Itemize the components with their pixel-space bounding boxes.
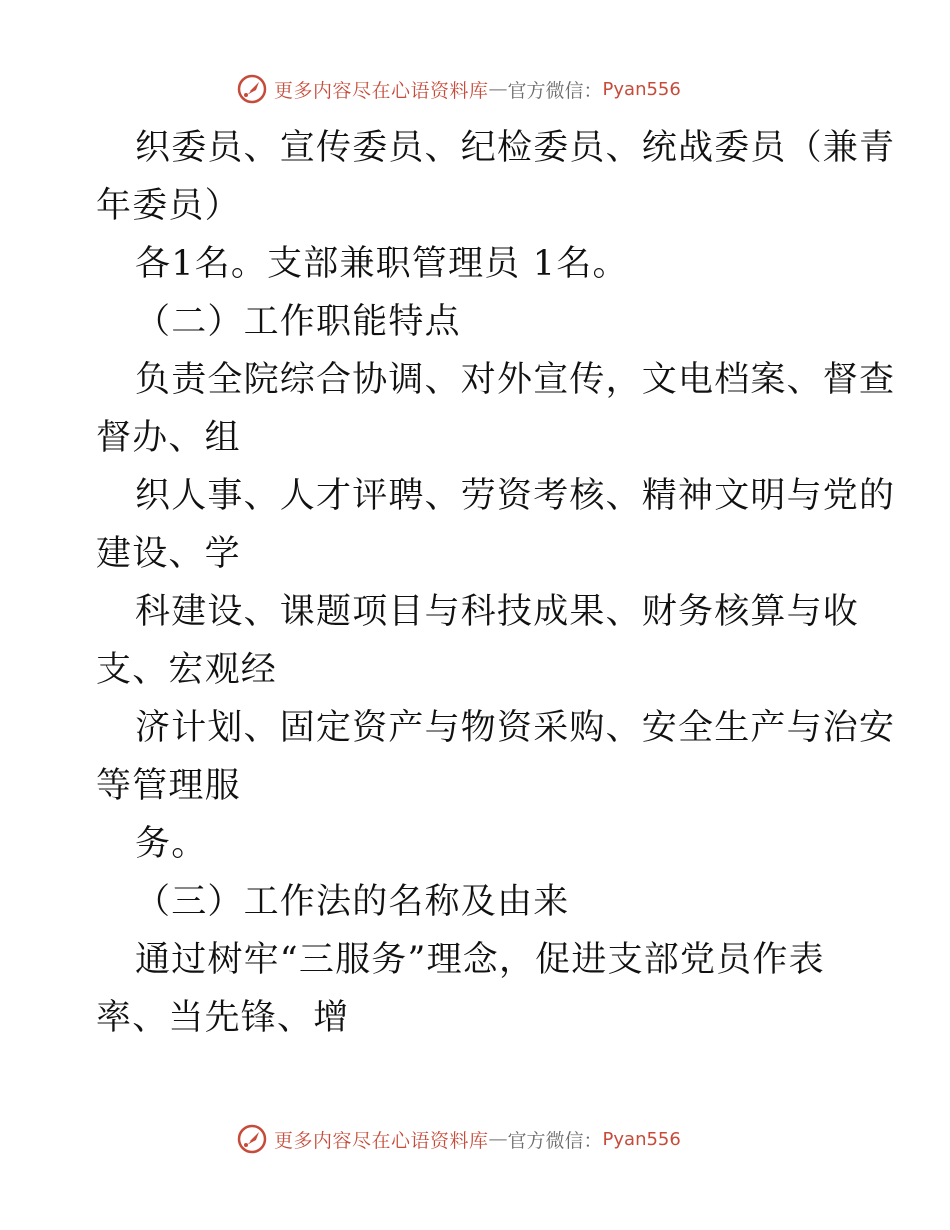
watermark-wechat-label: 官方微信： [507,1129,603,1152]
watermark-title: 更多内容尽在心语资料库 [274,79,489,102]
text-line: 率、当先锋、增 [96,998,350,1038]
watermark-dash: — [488,78,508,100]
text-line: 织人事、人才评聘、劳资考核、精神文明与党的 [135,476,896,516]
watermark-dash: — [488,1128,508,1150]
section-heading: （三）工作法的名称及由来 [135,882,570,922]
text-line: 督办、组 [96,418,241,458]
text-line: 通过树牢“三服务”理念，促进支部党员作表 [135,940,825,980]
watermark-wechat-label: 官方微信： [507,79,603,102]
text-line: 建设、学 [96,534,241,574]
text-line: 支、宏观经 [96,650,278,690]
text-line: 织委员、宣传委员、纪检委员、统战委员（兼青 [135,128,896,168]
text-line: 负责全院综合协调、对外宣传，文电档案、督查 [135,360,896,400]
text-line: 科建设、课题项目与科技成果、财务核算与收 [135,592,860,632]
watermark-wechat-id: Pyan556 [602,78,681,100]
text-line: 务。 [135,824,208,864]
section-heading: （二）工作职能特点 [135,302,461,342]
footer-watermark [236,1122,681,1156]
text-line: 各1名。支部兼职管理员 1名。 [135,244,629,284]
text-line: 济计划、固定资产与物资采购、安全生产与治安 [135,708,896,748]
watermark-wechat-id: Pyan556 [602,1128,681,1150]
quill-logo-icon [236,1123,268,1155]
text-line: 年委员） [96,186,241,226]
watermark-title: 更多内容尽在心语资料库 [274,1129,489,1152]
text-line: 等管理服 [96,766,241,806]
